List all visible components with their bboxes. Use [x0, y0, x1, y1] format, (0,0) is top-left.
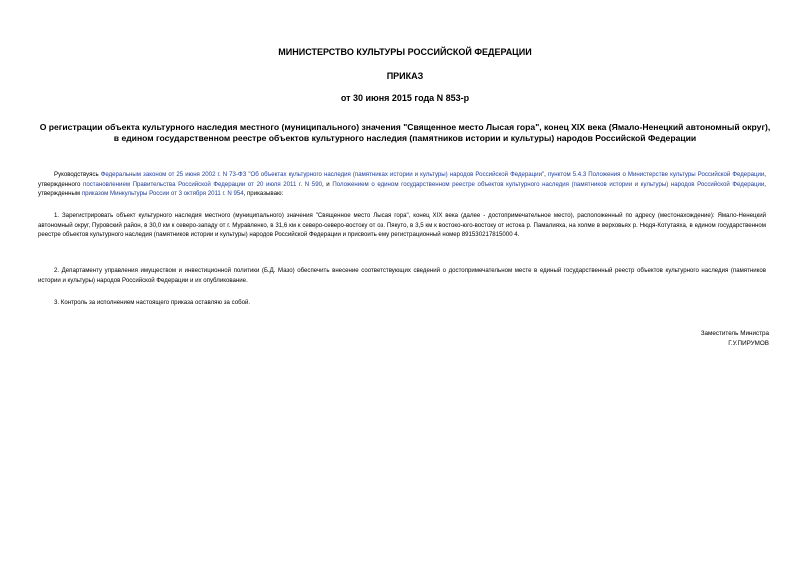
link-registry-regulation[interactable]: Положением о едином государственном реестре объектов культурного наследия (памятников истории и культуры) народов Российской Федерации	[332, 180, 765, 188]
signatory-position: Заместитель Министра	[700, 330, 769, 337]
link-ministry-order[interactable]: приказом Минкультуры России от 3 октября 2011 г. N 954	[81, 190, 244, 197]
preamble-text: , утвержденным	[38, 180, 766, 197]
ministry-heading: МИНИСТЕРСТВО КУЛЬТУРЫ РОССИЙСКОЙ ФЕДЕРАЦИИ	[278, 47, 532, 57]
order-item-3: 3. Контроль за исполнением настоящего приказа оставляю за собой.	[54, 299, 251, 306]
signatory-name: Г.У.ПИРУМОВ	[728, 340, 769, 347]
link-federal-law[interactable]: Федеральным законом от 25 июня 2002 г. N 73-ФЗ "Об объектах культурного наследия (памятниках истории и культуры) народов Российской Федерации"	[100, 171, 545, 178]
preamble-text: Руководствуясь	[54, 171, 101, 178]
link-ministry-regulation-clause[interactable]: пунктом 5.4.3 Положения о Министерстве культуры Российской Федерации	[547, 171, 765, 178]
preamble-text: , утвержденного	[38, 171, 766, 188]
preamble-text: ,	[544, 171, 548, 178]
document-date-number: от 30 июня 2015 года N 853-р	[340, 93, 470, 103]
link-government-resolution[interactable]: постановлением Правительства Российской Федерации от 20 июля 2011 г. N 590	[83, 180, 322, 188]
preamble-text: , и	[321, 180, 333, 188]
document-type: ПРИКАЗ	[386, 71, 424, 81]
preamble-paragraph	[38, 170, 766, 199]
order-item-2: 2. Департаменту управления имуществом и инвестиционной политики (Б.Д. Мазо) обеспечить внесение соответствующих сведений о достопримечательном месте в единый государственный реестр объектов культурного наследия (памятников истории и культуры) народов Российской Федерации и их опубликование.	[38, 267, 766, 284]
order-item-1: 1. Зарегистрировать объект культурного наследия местного (муниципального) значения "Священное место Лысая гора", конец XIX века (далее - достопримечательное место), расположенный по адресу (местонахождение): Ямало-Ненецкий автономный округ, Пуровский район, в 30,0 км к северо-западу от г. Муравленко, в 31,6 км к северо-северо-востоку от оз. Пякуто, в 3,5 км к востоко-юго-востоку от истока р. Памалияха, на холме в верховьях р. Нюдя-Котутаяха, в едином государственном реестре объектов культурного наследия (памятников истории и культуры) народов Российской Федерации и присвоить ему регистрационный номер 891530217815000 4.	[38, 212, 766, 238]
preamble-text: , приказываю:	[243, 190, 284, 197]
document-title: О регистрации объекта культурного наследия местного (муниципального) значения "Священное место Лысая гора", конец XIX века (Ямало-Ненецкий автономный округ), в едином государственном реестре объектов культурного наследия (памятников истории и культуры) народов Российской Федерации	[39, 122, 771, 143]
